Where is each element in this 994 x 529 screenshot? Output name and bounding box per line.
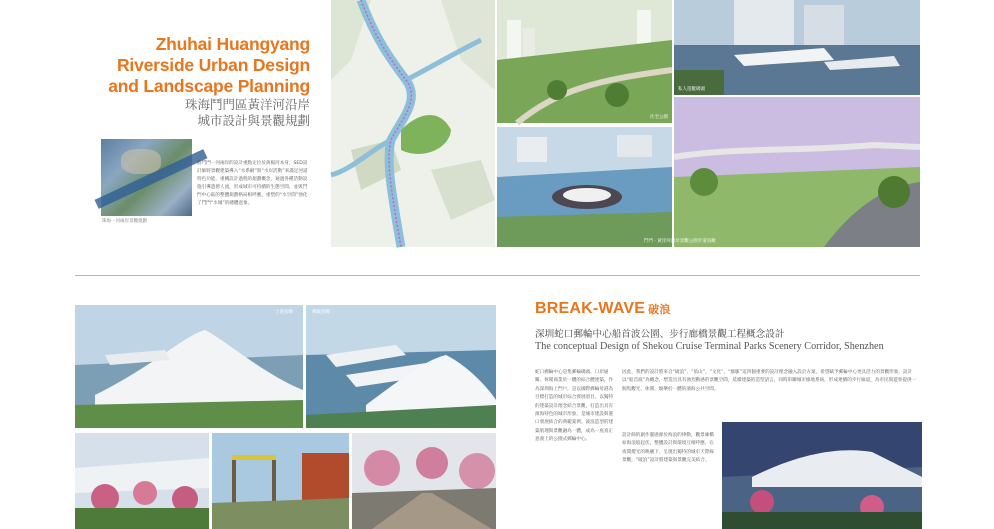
section-title-zh: 破浪 — [648, 303, 671, 316]
image-tag-walkway: 鬥門 · 黃洋河沿岸景觀公園步道鳥瞰 — [644, 239, 716, 244]
image-tag-port-aerial: 上港鳥瞰 — [275, 310, 293, 315]
cruise-plaza-rendering — [497, 127, 672, 247]
title-zh-line-2: 城市設計與景觀規劃 — [197, 113, 310, 128]
terminal-garden-rendering — [75, 433, 209, 529]
section-subtitle-zh: 深圳蛇口郵輪中心船首波公園、步行廊橋景觀工程概念設計 — [535, 329, 785, 340]
section-subtitle-en: The conceptual Design of Shekou Cruise Terminal Parks Scenery Corridor, Shenzhen — [535, 341, 884, 352]
body-column-2: 因此，我們的設計將來自“破浪”、“依山”、“文化”、“綠脈”這四個重要的設計理念融入設計方案，希望賦予郵輪中心更具活力的景觀形象。設計以“船首波”為概念，塑造出具有強烈動感的景觀空間，延續建築的造型語言，同時串聯城市綠地系統，形成連續的步行廊道，為市民與遊客提供一個集觀光、休閒、娛樂於一體的濱海公共空間。 — [622, 370, 917, 392]
project-description: 將鬥門一河兩岸的設計重點定位於黃楊河本身，SED設計師將景觀建築導入“水系網”與“水岸活動”來滿足河道特色功能，重構設計過程的規劃概念，通過各種活動設施引導遊憩人流，形成城市可持續的生態空間，並與鬥門中心區的整體規劃格局相呼應，重塑的“水空間”強化了鬥門“水城”的總體意象。 — [197, 161, 308, 207]
image-tag-cruise-aerial: 郵輪鳥瞰 — [312, 310, 330, 315]
master-plan-map — [331, 0, 495, 247]
location-map-caption: 珠海一河兩岸景觀規劃 — [102, 219, 147, 224]
terminal-night-rendering — [722, 422, 922, 529]
project-title-zh — [150, 97, 310, 129]
section-title — [535, 300, 671, 318]
flower-walkway-rendering — [352, 433, 496, 529]
marina-rendering — [674, 0, 920, 95]
body-column-3: 設計師的創作靈感源於海浪的律動，觀景廊橋如海浪般起伏，整體設計與環境互相呼應，在夜間燈光的映襯下，呈現出獨特的城市天際線景觀，“破浪”設計將建築與景觀完美結合。 — [622, 433, 714, 464]
project-title-en — [96, 34, 310, 97]
gateway-plaza-rendering — [212, 433, 349, 529]
title-en-line-3: and Landscape Planning — [108, 76, 310, 96]
cruise-terminal-aerial-a — [75, 305, 303, 428]
image-tag-residential-park: 住宅公園 — [650, 115, 668, 120]
image-tag-marina: 私人遊艇碼頭 — [678, 87, 705, 92]
body-column-1: 蛇口郵輪中心是集郵輪碼頭、口岸通關、休閒商業於一體的綜合體建築，作為深圳海上門戶，是以國際郵輪母港為目標打造的城市綜合發展項目。以獨特的建築設計理念結合景觀，打造出具有濱海特色的城市形象，是城市建設與港口發展結合的典範案例。波浪造型的建築肌理與景觀融為一體，成為一座真正意義上的公園式郵輪中心。 — [535, 370, 614, 443]
section-divider — [75, 275, 920, 276]
cruise-terminal-aerial-b — [306, 305, 496, 428]
location-map-image — [101, 139, 192, 216]
title-en-line-1: Zhuhai Huangyang — [155, 34, 310, 54]
section-title-en: BREAK-WAVE — [535, 300, 646, 317]
title-en-line-2: Riverside Urban Design — [116, 55, 310, 75]
residential-park-rendering — [497, 0, 672, 123]
title-zh-line-1: 珠海鬥門區黃洋河沿岸 — [184, 97, 310, 112]
